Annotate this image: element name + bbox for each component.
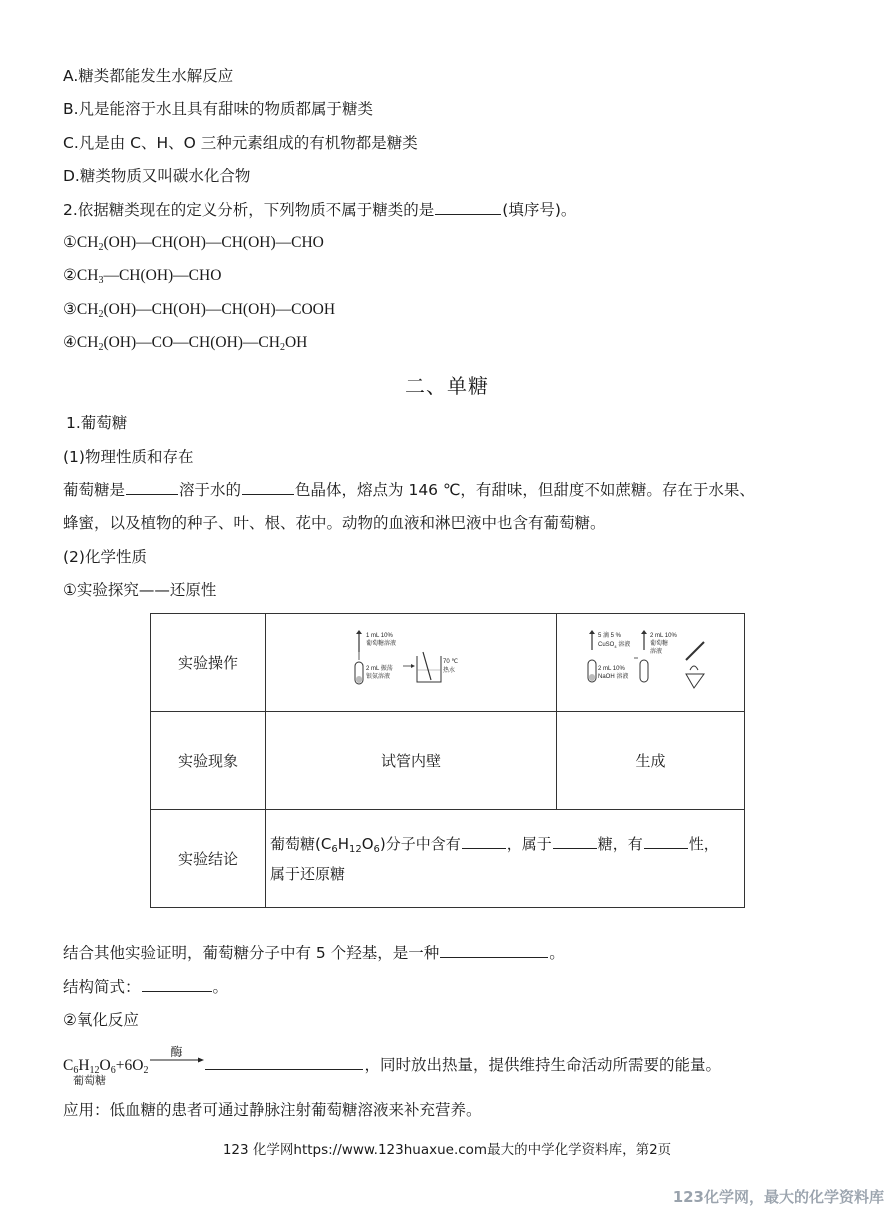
question-2	[63, 200, 576, 220]
row-label-operation: 实验操作	[151, 614, 266, 712]
physical-properties-heading: (1)物理性质和存在	[63, 448, 194, 466]
svg-text:NaOH 溶液: NaOH 溶液	[597, 673, 628, 680]
blank-structure[interactable]	[142, 977, 212, 992]
formula-item-2: $②CH_3—CH(OH)—CHO$	[63, 267, 222, 286]
physical-text-line1: 葡萄糖是 溶于水的 色晶体，熔点为 146 ℃，有甜味，但甜度不如蔗糖。存在于水果、	[63, 481, 755, 499]
hydroxyl-statement: 结合其他实验证明，葡萄糖分子中有 5 个羟基，是一种 。	[63, 944, 565, 962]
blank-products[interactable]	[205, 1055, 363, 1070]
svg-text:葡萄糖: 葡萄糖	[649, 640, 668, 647]
svg-text:2 mL 10%: 2 mL 10%	[597, 665, 625, 672]
table-row	[151, 712, 745, 810]
oxidation-equation: $C_6H_{12}O_6$ 葡萄糖 $+6O_2$ 酶 ，同时放出热量，提供维持生命活动所需要的能量。	[63, 1055, 721, 1076]
page-footer: 123 化学网https://www.123huaxue.com最大的中学化学资料库，第2页	[222, 1142, 672, 1158]
row-label-conclusion: 实验结论	[151, 810, 266, 908]
subsection-glucose: 1.葡萄糖	[66, 414, 128, 432]
option-d: D.糖类物质又叫碳水化合物	[63, 167, 251, 185]
option-b: B.凡是能溶于水且具有甜味的物质都属于糖类	[63, 100, 374, 118]
chemical-properties-heading: (2)化学性质	[63, 548, 147, 566]
structure-statement: 结构简式： 。	[63, 978, 229, 996]
svg-text:2 mL 10%: 2 mL 10%	[649, 632, 677, 639]
svg-text:1 mL 10%: 1 mL 10%	[366, 632, 393, 639]
phenomenon-silver-mirror: 试管内壁	[266, 712, 557, 810]
question-2-tail: (填序号)。	[502, 201, 577, 219]
phenomenon-copper: 生成	[557, 712, 745, 810]
svg-text:溶液: 溶液	[649, 648, 662, 655]
svg-text:银氨溶液: 银氨溶液	[366, 673, 391, 680]
table-row	[151, 810, 745, 908]
reaction-arrow-icon	[148, 1044, 204, 1076]
formula-item-3: $③CH_2(OH)—CH(OH)—CH(OH)—COOH$	[63, 301, 336, 320]
table-row	[151, 614, 745, 712]
apparatus-silver-mirror	[266, 614, 557, 712]
blank-classification[interactable]	[440, 943, 548, 958]
option-a: A.糖类都能发生水解反应	[63, 67, 234, 85]
option-c: C.凡是由 C、H、O 三种元素组成的有机物都是糖类	[63, 134, 418, 152]
blank-solubility[interactable]	[126, 480, 178, 495]
svg-text:5 滴 5 %: 5 滴 5 %	[597, 632, 621, 639]
blank-property[interactable]	[644, 834, 688, 849]
formula-item-1: $①CH_2(OH)—CH(OH)—CH(OH)—CHO$	[63, 234, 324, 253]
svg-text:70 ℃: 70 ℃	[443, 658, 459, 665]
formula-item-4: $④CH_2(OH)—CO—CH(OH)—CH_2OH$	[63, 334, 308, 353]
section-title: 二、单糖	[405, 374, 489, 398]
oxidation-heading: ②氧化反应	[63, 1011, 139, 1029]
blank-sugar-type[interactable]	[553, 834, 597, 849]
question-2-stem: 2.依据糖类现在的定义分析，下列物质不属于糖类的是	[63, 201, 435, 219]
blank-color[interactable]	[242, 480, 294, 495]
silver-mirror-apparatus-icon	[351, 630, 471, 692]
watermark: 123化学网，最大的化学资料库	[672, 1188, 884, 1206]
application-text: 应用：低血糖的患者可通过静脉注射葡萄糖溶液来补充营养。	[63, 1101, 482, 1119]
svg-text:葡萄糖溶液: 葡萄糖溶液	[366, 640, 397, 647]
experiment-table	[150, 613, 745, 908]
svg-text:CuSO4 溶液: CuSO$_4$ 溶液	[597, 641, 630, 649]
enzyme-label: 酶	[170, 1044, 183, 1059]
svg-text:2 mL 振荡: 2 mL 振荡	[366, 665, 393, 672]
physical-text-line2: 蜂蜜，以及植物的种子、叶、根、花中。动物的血液和淋巴液中也含有葡萄糖。	[63, 514, 606, 532]
blank-group[interactable]	[462, 834, 506, 849]
answer-blank[interactable]	[435, 200, 501, 215]
row-label-phenomenon: 实验现象	[151, 712, 266, 810]
svg-text:热水: 热水	[443, 667, 456, 674]
apparatus-copper-hydroxide	[557, 614, 745, 712]
conclusion-cell: 葡萄糖$(C_6H_{12}O_6)$分子中含有 ，属于 糖，有 性， 属于还原糖	[266, 810, 745, 908]
experiment-title: ①实验探究——还原性	[63, 581, 217, 599]
equation-underlabel: 葡萄糖	[73, 1074, 106, 1087]
copper-hydroxide-apparatus-icon	[586, 630, 716, 692]
